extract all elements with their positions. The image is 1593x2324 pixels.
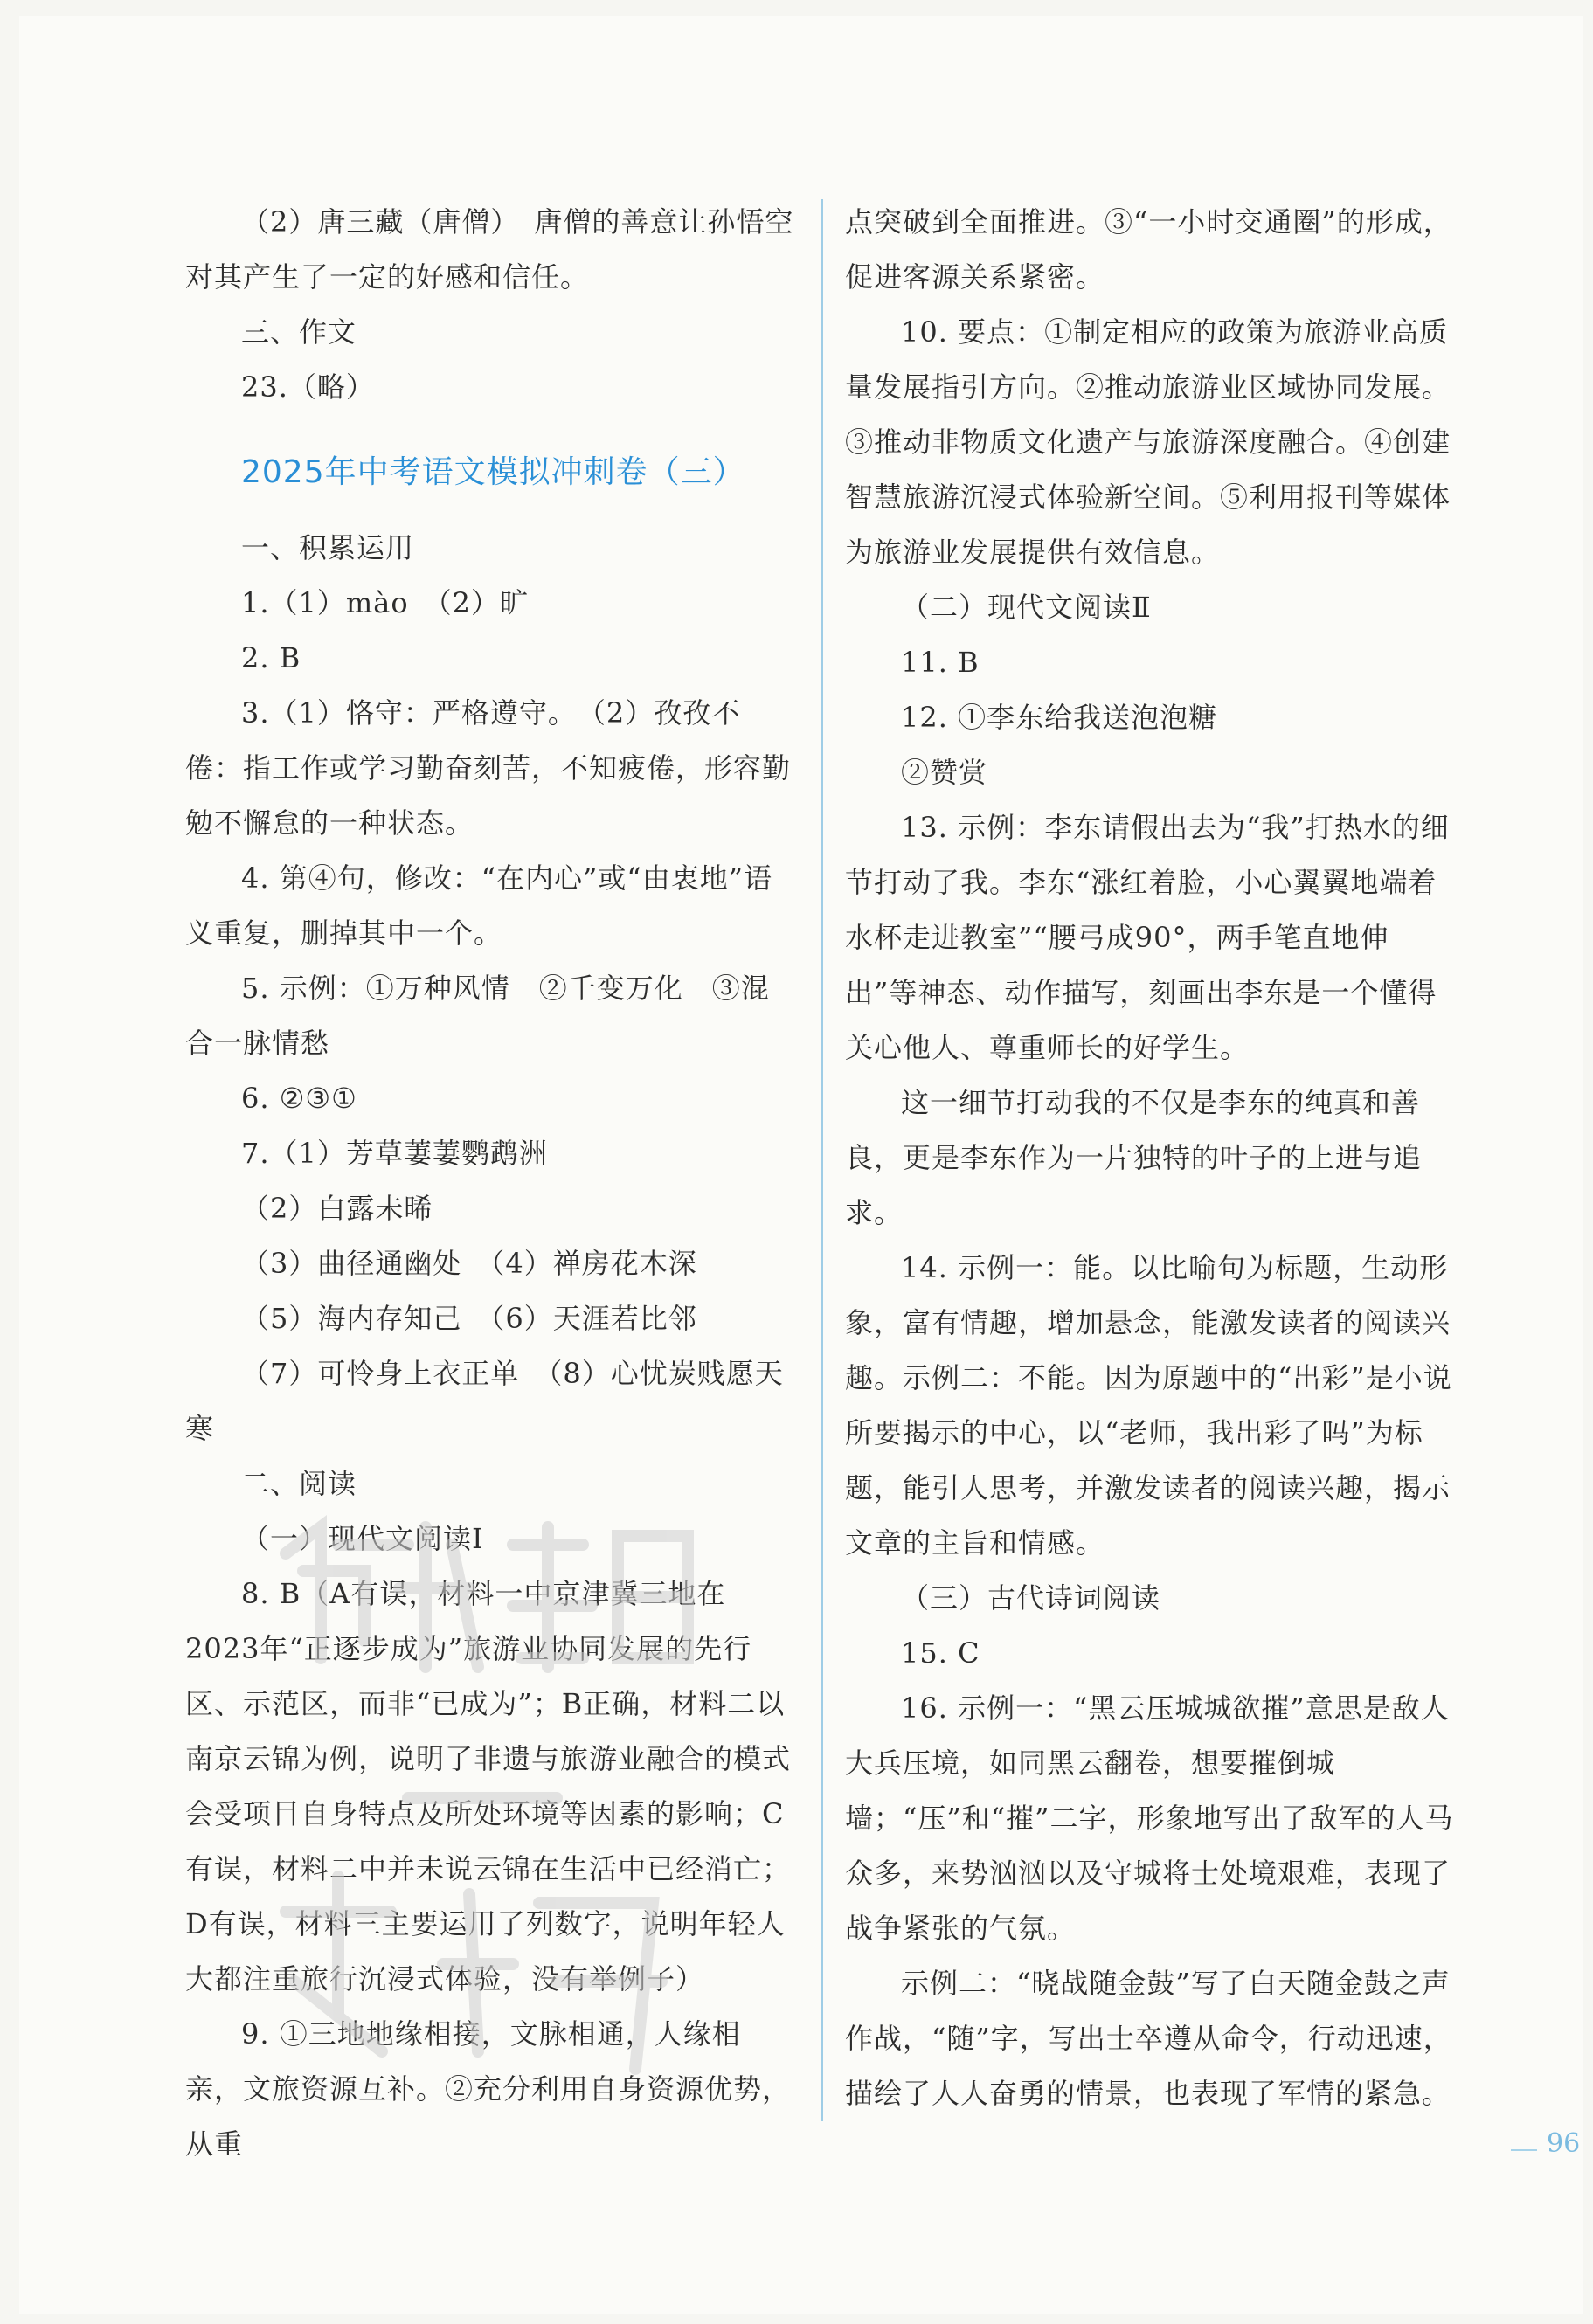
answer-paragraph: 1.（1）mào （2）旷 bbox=[241, 586, 529, 619]
answer-paragraph: （2）白露未晞 bbox=[241, 1192, 433, 1225]
left-column bbox=[185, 195, 797, 2172]
page-number: 96 bbox=[1547, 2128, 1581, 2159]
answer-paragraph: 点突破到全面推进。③“一小时交通圈”的形成，促进客源关系紧密。 bbox=[845, 205, 1452, 294]
answer-paragraph: （二）现代文阅读Ⅱ bbox=[901, 591, 1152, 624]
answer-paragraph: 15. C bbox=[901, 1636, 980, 1670]
answer-paragraph: 12. ①李东给我送泡泡糖 bbox=[901, 701, 1218, 734]
answer-paragraph: 这一细节打动我的不仅是李东的纯真和善良，更是李东作为一片独特的叶子的上进与追求。 bbox=[845, 1086, 1423, 1229]
answer-paragraph: 9. ①三地地缘相接，文脉相通，人缘相亲，文旅资源互补。②充分利用自身资源优势，从重 bbox=[185, 2017, 792, 2161]
answer-paragraph: 三、作文 bbox=[241, 315, 357, 349]
page-number-rule bbox=[1511, 2149, 1537, 2151]
answer-paragraph: 4. 第④句，修改：“在内心”或“由衷地”语义重复，删掉其中一个。 bbox=[185, 861, 773, 950]
answer-paragraph: 示例二：“晓战随金鼓”写了白天随金鼓之声作战，“随”字，写出士卒遵从命令，行动迅速，描绘了人人奋勇的情景，也表现了军情的紧急。 bbox=[845, 1967, 1452, 2110]
answer-paragraph: 6. ②③① bbox=[241, 1082, 357, 1115]
answer-paragraph: （2）唐三藏（唐僧） 唐僧的善意让孙悟空对其产生了一定的好感和信任。 bbox=[185, 205, 794, 294]
right-column bbox=[845, 195, 1461, 2121]
answer-paragraph: 11. B bbox=[901, 646, 980, 679]
answer-paragraph: ②赞赏 bbox=[901, 756, 988, 789]
answer-paragraph: （一）现代文阅读Ⅰ bbox=[241, 1522, 484, 1555]
answer-paragraph: 13. 示例：李东请假出去为“我”打热水的细节打动了我。李东“涨红着脸，小心翼翼地端着水杯走进教室”“腰弓成90°，两手笔直地伸出”等神态、动作描写，刻画出李东是一个懂得关心他人、尊重师长的好学生。 bbox=[845, 811, 1450, 1064]
answer-paragraph: 16. 示例一：“黑云压城城欲摧”意思是敌人大兵压境，如同黑云翻卷，想要摧倒城墙；“压”和“摧”二字，形象地写出了敌军的人马众多，来势汹汹以及守城将士处境艰难，表现了战争紧张的气氛。 bbox=[845, 1691, 1454, 1945]
answer-paragraph: 3.（1）恪守：严格遵守。 （2）孜孜不倦：指工作或学习勤奋刻苦，不知疲倦，形容勤勉不懈怠的一种状态。 bbox=[185, 696, 792, 840]
answer-paragraph: 14. 示例一：能。以比喻句为标题，生动形象，富有情趣，增加悬念，能激发读者的阅读兴趣。示例二：不能。因为原题中的“出彩”是小说所要揭示的中心，以“老师，我出彩了吗”为标题，能引人思考，并激发读者的阅读兴趣，揭示文章的主旨和情感。 bbox=[845, 1251, 1452, 1560]
answer-paragraph: 一、积累运用 bbox=[241, 531, 415, 564]
column-divider bbox=[821, 199, 823, 2121]
section-title: 2025年中考语文模拟冲刺卷（三） bbox=[241, 454, 745, 490]
page bbox=[19, 16, 1583, 2314]
answer-paragraph: （5）海内存知己 （6）天涯若比邻 bbox=[241, 1302, 697, 1335]
answer-paragraph: （3）曲径通幽处 （4）禅房花木深 bbox=[241, 1247, 697, 1280]
answer-paragraph: 23.（略） bbox=[241, 370, 375, 404]
answer-paragraph: （三）古代诗词阅读 bbox=[901, 1581, 1161, 1615]
answer-paragraph: 10. 要点：①制定相应的政策为旅游业高质量发展指引方向。②推动旅游业区域协同发展。③推动非物质文化遗产与旅游深度融合。④创建智慧旅游沉浸式体验新空间。⑤利用报刊等媒体为旅游业发展提供有效信息。 bbox=[845, 315, 1451, 569]
answer-paragraph: 7.（1）芳草萋萋鹦鹉洲 bbox=[241, 1137, 548, 1170]
answer-paragraph: （7）可怜身上衣正单 （8）心忧炭贱愿天寒 bbox=[185, 1357, 784, 1445]
answer-paragraph: 二、阅读 bbox=[241, 1467, 357, 1500]
answer-paragraph: 5. 示例：①万种风情 ②千变万化 ③混合一脉情愁 bbox=[185, 972, 770, 1060]
answer-paragraph: 2. B bbox=[241, 641, 301, 674]
answer-paragraph: 8. B（A有误，材料一中京津冀三地在2023年“正逐步成为”旅游业协同发展的先行区、示范区，而非“已成为”；B正确，材料二以南京云锦为例，说明了非遗与旅游业融合的模式会受项目自身特点及所处环境等因素的影响；C有误，材料二中并未说云锦在生活中已经消亡；D有误，材料三主要运用了列数字，说明年轻人大都注重旅行沉浸式体验，没有举例子） bbox=[185, 1577, 792, 1995]
